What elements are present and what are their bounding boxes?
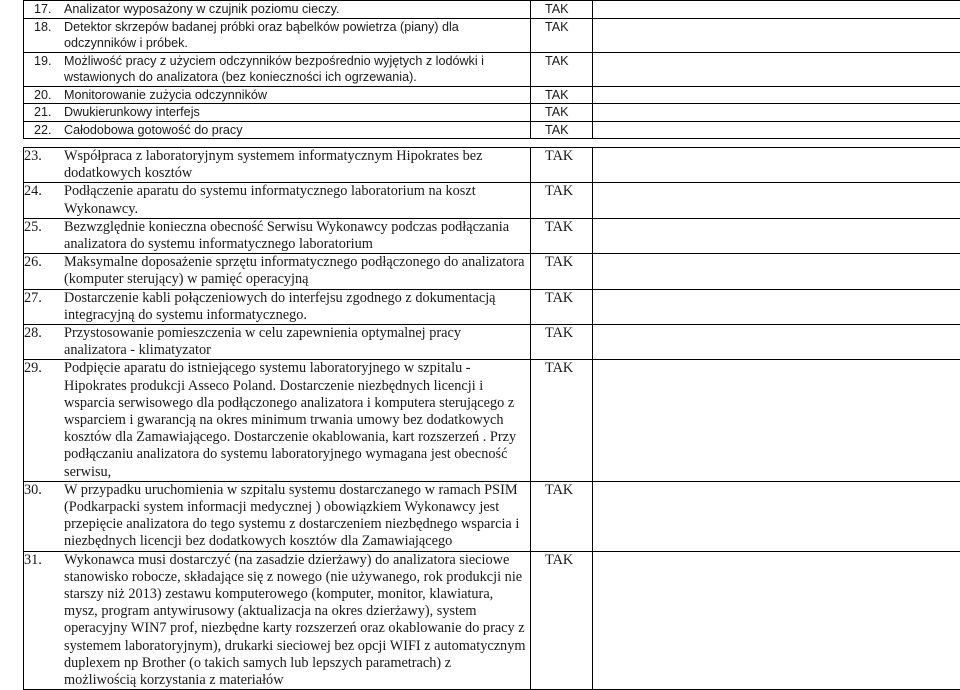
requirement-cell [24,121,531,139]
item-text: Maksymalne doposażenie sprzętu informatycznego podłączonego do analizatora (komputer sterujący) w pamięć operacyjną [64,254,530,288]
item-text: Analizator wyposażony w czujnik poziomu cieczy. [64,1,530,18]
item-text: Wykonawca musi dostarczyć (na zasadzie dzierżawy) do analizatora sieciowe stanowisko robocze, składające się z nowego (nie używanego, rok produkcji nie starszy niż 2013) zestawu komputerowego (komputer, monitor, klawiatura, mysz, program antywirusowy (aktualizacja na okres dzierżawy), system operacyjny WIN7 prof, niezbędne karty rozszerzeń oraz okablowanie do pracy z systemem laboratoryjnym), drukarki sieciowej bez opcji WIFI z automatycznym duplexem np Brother (o takich samych lub lepszych parametrach) z możliwością korzystania z materiałów [64,552,530,690]
requirement-cell [24,104,531,122]
item-number: 29. [24,360,64,480]
table-gap [23,139,960,147]
table-row [24,218,960,253]
item-number: 28. [24,325,64,359]
required-value: TAK [531,360,593,481]
specification-document [23,0,960,690]
item-number: 25. [24,219,64,253]
spec-table-part-2 [23,147,960,690]
item-text: Współpraca z laboratoryjnym systemem informatycznym Hipokrates bez dodatkowych kosztów [64,148,530,182]
required-value: TAK [531,183,593,218]
offered-value-cell[interactable] [593,52,960,86]
table-row [24,325,960,360]
table-row [24,18,960,52]
table-row [24,360,960,481]
requirement-cell [24,18,531,52]
item-number: 24. [24,183,64,217]
spec-table-part-1 [23,0,960,139]
offered-value-cell[interactable] [593,18,960,52]
offered-value-cell[interactable] [593,148,960,183]
offered-value-cell[interactable] [593,86,960,104]
required-value: TAK [531,148,593,183]
required-value: TAK [531,481,593,551]
table-row [24,86,960,104]
required-value: TAK [531,254,593,289]
required-value: TAK [531,52,593,86]
offered-value-cell[interactable] [593,121,960,139]
required-value: TAK [531,289,593,324]
table-row [24,1,960,19]
table-row [24,148,960,183]
required-value: TAK [531,551,593,690]
item-text: Podłączenie aparatu do systemu informatycznego laboratorium na koszt Wykonawcy. [64,183,530,217]
requirement-cell [24,481,531,551]
requirement-cell [24,254,531,289]
required-value: TAK [531,121,593,139]
table-row [24,52,960,86]
requirement-cell [24,289,531,324]
item-number: 31. [24,552,64,690]
required-value: TAK [531,86,593,104]
table-row [24,254,960,289]
offered-value-cell[interactable] [593,218,960,253]
offered-value-cell[interactable] [593,360,960,481]
required-value: TAK [531,104,593,122]
item-text: Podpięcie aparatu do istniejącego systemu laboratoryjnego w szpitalu - Hipokrates produkcji Asseco Poland. Dostarczenie niezbędnych licencji i wsparcia serwisowego dla podłączonego analizatora i komputera sterującego z wsparciem i gwarancją na okres minimum trwania umowy bez dodatkowych kosztów dla Zamawiającego. Dostarczenie okablowania, kart rozszerzeń . Przy podłączaniu analizatora do systemu laboratoryjnego wymagana jest obecność serwisu, [64,360,530,480]
table-row [24,104,960,122]
table-row [24,183,960,218]
required-value: TAK [531,18,593,52]
table-row [24,289,960,324]
table-row [24,481,960,551]
item-text: Całodobowa gotowość do pracy [64,122,530,139]
requirement-cell [24,1,531,19]
offered-value-cell[interactable] [593,289,960,324]
item-number: 26. [24,254,64,288]
requirement-cell [24,218,531,253]
item-text: Możliwość pracy z użyciem odczynników bezpośrednio wyjętych z lodówki i wstawionych do analizatora (bez konieczności ich ogrzewania). [64,53,530,86]
item-text: Dostarczenie kabli połączeniowych do interfejsu zgodnego z dokumentacją integracyjną do systemu informatycznego. [64,290,530,324]
item-text: W przypadku uruchomienia w szpitalu systemu dostarczanego w ramach PSIM (Podkarpacki system informacji medycznej ) obowiązkiem Wykonawcy jest przepięcie analizatora do tego systemu z dostarczeniem niezbędnego wsparcia i niezbędnych licencji bez dodatkowych kosztów dla Zamawiającego [64,482,530,551]
item-number: 22. [24,122,64,139]
requirement-cell [24,86,531,104]
item-number: 21. [24,104,64,121]
offered-value-cell[interactable] [593,481,960,551]
offered-value-cell[interactable] [593,325,960,360]
item-number: 18. [24,19,64,52]
item-number: 23. [24,148,64,182]
item-number: 17. [24,1,64,18]
offered-value-cell[interactable] [593,1,960,19]
offered-value-cell[interactable] [593,551,960,690]
item-text: Detektor skrzepów badanej próbki oraz bąbelków powietrza (piany) dla odczynników i próbek. [64,19,530,52]
offered-value-cell[interactable] [593,104,960,122]
item-text: Dwukierunkowy interfejs [64,104,530,121]
item-text: Bezwzględnie konieczna obecność Serwisu Wykonawcy podczas podłączania analizatora do systemu informatycznego laboratorium [64,219,530,253]
item-number: 19. [24,53,64,86]
item-number: 30. [24,482,64,551]
requirement-cell [24,325,531,360]
requirement-cell [24,52,531,86]
requirement-cell [24,551,531,690]
item-number: 20. [24,87,64,104]
required-value: TAK [531,218,593,253]
table-row [24,121,960,139]
item-text: Monitorowanie zużycia odczynników [64,87,530,104]
offered-value-cell[interactable] [593,183,960,218]
item-text: Przystosowanie pomieszczenia w celu zapewnienia optymalnej pracy analizatora - klimatyzator [64,325,530,359]
requirement-cell [24,183,531,218]
required-value: TAK [531,325,593,360]
offered-value-cell[interactable] [593,254,960,289]
required-value: TAK [531,1,593,19]
requirement-cell [24,360,531,481]
item-number: 27. [24,290,64,324]
requirement-cell [24,148,531,183]
table-row [24,551,960,690]
